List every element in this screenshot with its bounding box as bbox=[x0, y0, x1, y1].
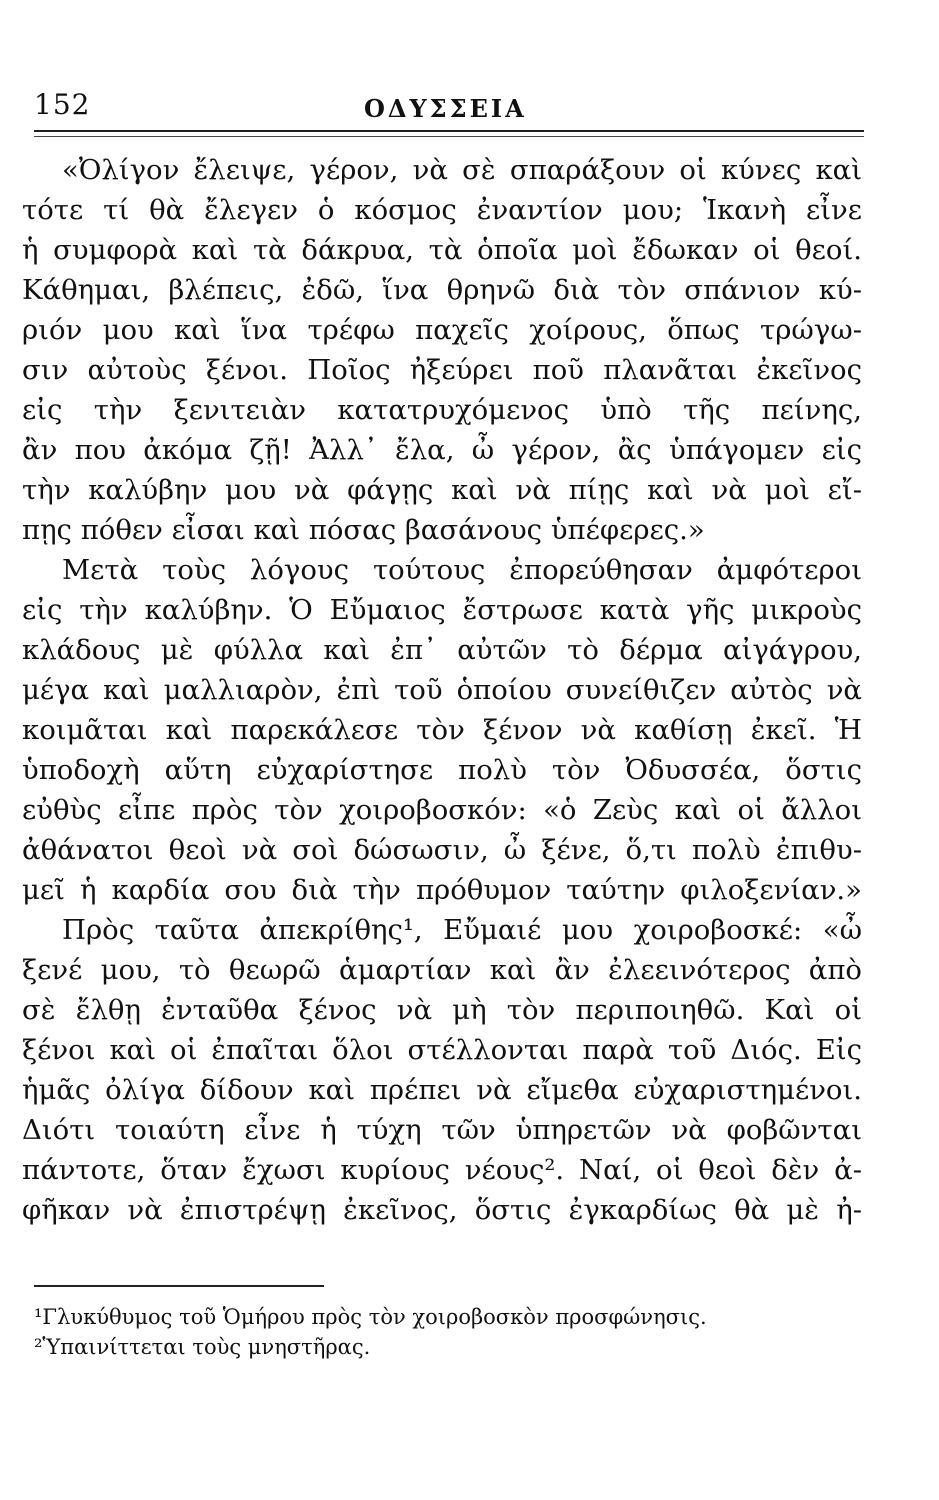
footnote: ¹Γλυκύθυμος τοῦ Ὁμήρου πρὸς τὸν χοιροβοσκὸν προσφώνησις. bbox=[34, 1305, 707, 1329]
text-line: ἂν που ἀκόμα ζῇ! Ἀλλ᾽ ἔλα, ὦ γέρον, ἂς ὑπάγομεν εἰς bbox=[22, 434, 862, 466]
text-line: Κάθημαι, βλέπεις, ἐδῶ, ἵνα θρηνῶ διὰ τὸν σπάνιον κύ- bbox=[22, 274, 862, 306]
text-line: «Ὀλίγον ἔλειψε, γέρον, νὰ σὲ σπαράξουν οἱ κύνες καὶ bbox=[62, 154, 862, 186]
header-rule-thin bbox=[34, 136, 864, 137]
running-title: ΟΔΥΣΣΕΙΑ bbox=[364, 94, 527, 123]
text-line: τὴν καλύβην μου νὰ φάγῃς καὶ νὰ πίῃς καὶ νὰ μοὶ εἴ- bbox=[22, 474, 862, 506]
text-line: Μετὰ τοὺς λόγους τούτους ἐπορεύθησαν ἀμφότεροι bbox=[62, 554, 862, 586]
text-line: πάντοτε, ὅταν ἔχωσι κυρίους νέους². Ναί, οἱ θεοὶ δὲν ἀ- bbox=[22, 1154, 862, 1186]
text-line: σὲ ἔλθῃ ἐνταῦθα ξένος νὰ μὴ τὸν περιποιηθῶ. Καὶ οἱ bbox=[22, 994, 862, 1026]
text-line: ριόν μου καὶ ἵνα τρέφω παχεῖς χοίρους, ὅπως τρώγω- bbox=[22, 314, 862, 346]
footnote-rule bbox=[34, 1285, 324, 1287]
text-line: ἡ συμφορὰ καὶ τὰ δάκρυα, τὰ ὁποῖα μοὶ ἔδωκαν οἱ θεοί. bbox=[22, 234, 862, 266]
header-rule bbox=[34, 130, 864, 132]
text-line: κλάδους μὲ φύλλα καὶ ἐπ᾽ αὐτῶν τὸ δέρμα αἰγάγρου, bbox=[22, 634, 862, 666]
text-line: ἡμᾶς ὀλίγα δίδουν καὶ πρέπει νὰ εἴμεθα εὐχαριστημένοι. bbox=[22, 1074, 862, 1106]
footnote: ²Ὑπαινίττεται τοὺς μνηστῆρας. bbox=[34, 1335, 371, 1359]
text-line: ξένοι καὶ οἱ ἐπαῖται ὅλοι στέλλονται παρὰ τοῦ Διός. Εἰς bbox=[22, 1034, 862, 1066]
text-line: μέγα καὶ μαλλιαρὸν, ἐπὶ τοῦ ὁποίου συνείθιζεν αὐτὸς νὰ bbox=[22, 674, 862, 706]
text-line: εὐθὺς εἶπε πρὸς τὸν χοιροβοσκόν: «ὁ Ζεὺς καὶ οἱ ἄλλοι bbox=[22, 794, 862, 826]
text-line: εἰς τὴν ξενιτειὰν κατατρυχόμενος ὑπὸ τῆς πείνης, bbox=[22, 394, 862, 426]
text-line: Διότι τοιαύτη εἶνε ἡ τύχη τῶν ὑπηρετῶν νὰ φοβῶνται bbox=[22, 1114, 862, 1146]
text-line: φῆκαν νὰ ἐπιστρέψῃ ἐκεῖνος, ὅστις ἐγκαρδίως θὰ μὲ ἠ- bbox=[22, 1194, 862, 1226]
body-text bbox=[22, 150, 862, 1230]
running-head bbox=[34, 88, 864, 128]
text-line: πῃς πόθεν εἶσαι καὶ πόσας βασάνους ὑπέφερες.» bbox=[22, 514, 705, 546]
text-line: ἀθάνατοι θεοὶ νὰ σοὶ δώσωσιν, ὦ ξένε, ὅ,τι πολὺ ἐπιθυ- bbox=[22, 834, 862, 866]
page-number: 152 bbox=[34, 88, 91, 121]
text-line: ξενέ μου, τὸ θεωρῶ ἁμαρτίαν καὶ ἂν ἐλεεινότερος ἀπὸ bbox=[22, 954, 862, 986]
text-line: μεῖ ἡ καρδία σου διὰ τὴν πρόθυμον ταύτην φιλοξενίαν.» bbox=[22, 874, 862, 906]
text-line: σιν αὐτοὺς ξένοι. Ποῖος ἠξεύρει ποῦ πλανᾶται ἐκεῖνος bbox=[22, 354, 862, 386]
text-line: ὑποδοχὴ αὕτη εὐχαρίστησε πολὺ τὸν Ὀδυσσέα, ὅστις bbox=[22, 754, 862, 786]
footnotes bbox=[34, 1302, 854, 1362]
text-line: τότε τί θὰ ἔλεγεν ὁ κόσμος ἐναντίον μου; Ἱκανὴ εἶνε bbox=[22, 194, 862, 226]
text-line: εἰς τὴν καλύβην. Ὁ Εὔμαιος ἔστρωσε κατὰ γῆς μικροὺς bbox=[22, 594, 862, 626]
text-line: Πρὸς ταῦτα ἀπεκρίθης¹, Εὔμαιέ μου χοιροβοσκέ: «ὦ bbox=[62, 914, 862, 946]
text-line: κοιμᾶται καὶ παρεκάλεσε τὸν ξένον νὰ καθίσῃ ἐκεῖ. Ἡ bbox=[22, 714, 862, 746]
